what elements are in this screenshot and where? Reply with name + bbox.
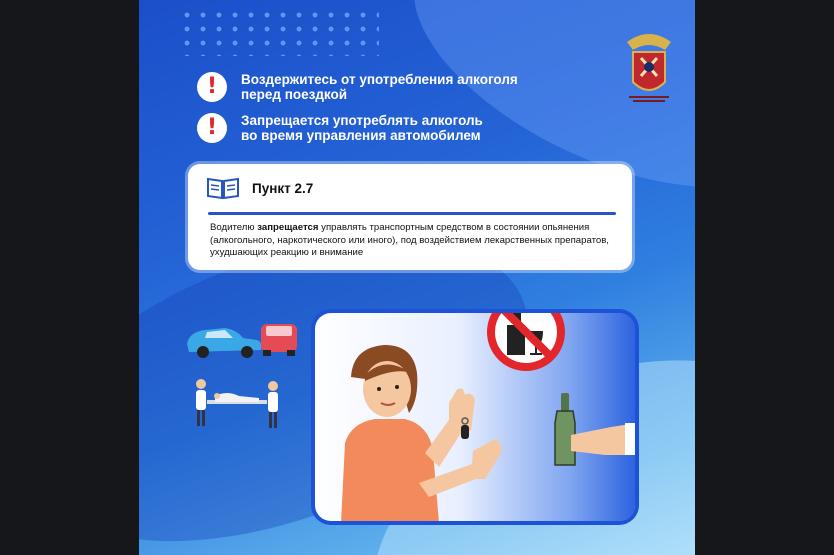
rule-text-prefix: Водителю (210, 222, 258, 233)
emblem-icon (621, 28, 677, 106)
refusal-illustration (315, 313, 635, 521)
poster (139, 0, 695, 555)
no-alcohol-icon (485, 313, 567, 373)
alert-1-line2: перед поездкой (241, 87, 348, 102)
alert-2-line2: во время управления автомобилем (241, 128, 481, 143)
blue-car (187, 328, 262, 358)
alert-2-line1: Запрещается употреблять алкоголь (241, 113, 483, 128)
alert-1 (197, 72, 621, 102)
red-car (261, 324, 297, 356)
rule-card-header (206, 176, 313, 200)
alert-1-line1: Воздержитесь от употребления алкоголя (241, 72, 518, 87)
bottle-icon (541, 389, 635, 469)
rule-text-strong: запрещается (257, 222, 319, 233)
alert-2-text (241, 113, 621, 143)
divider (208, 212, 616, 215)
alert-1-text (241, 72, 621, 102)
book-icon (206, 176, 240, 200)
exclamation-icon: ! (197, 72, 227, 102)
exclamation-icon: ! (197, 113, 227, 143)
rule-card (188, 164, 632, 270)
paramedics (196, 379, 278, 428)
dot-pattern (179, 8, 379, 56)
alert-2 (197, 113, 621, 143)
rule-text-rest: управлять транспортным средством в состоянии опьянения (алкогольного, наркотического или иного), под воздействием лекарственных препаратов, ухудшающих реакцию и внимание (210, 222, 609, 258)
rule-title: Пункт 2.7 (252, 180, 314, 196)
rule-text (210, 222, 620, 260)
accident-illustration (181, 316, 303, 432)
